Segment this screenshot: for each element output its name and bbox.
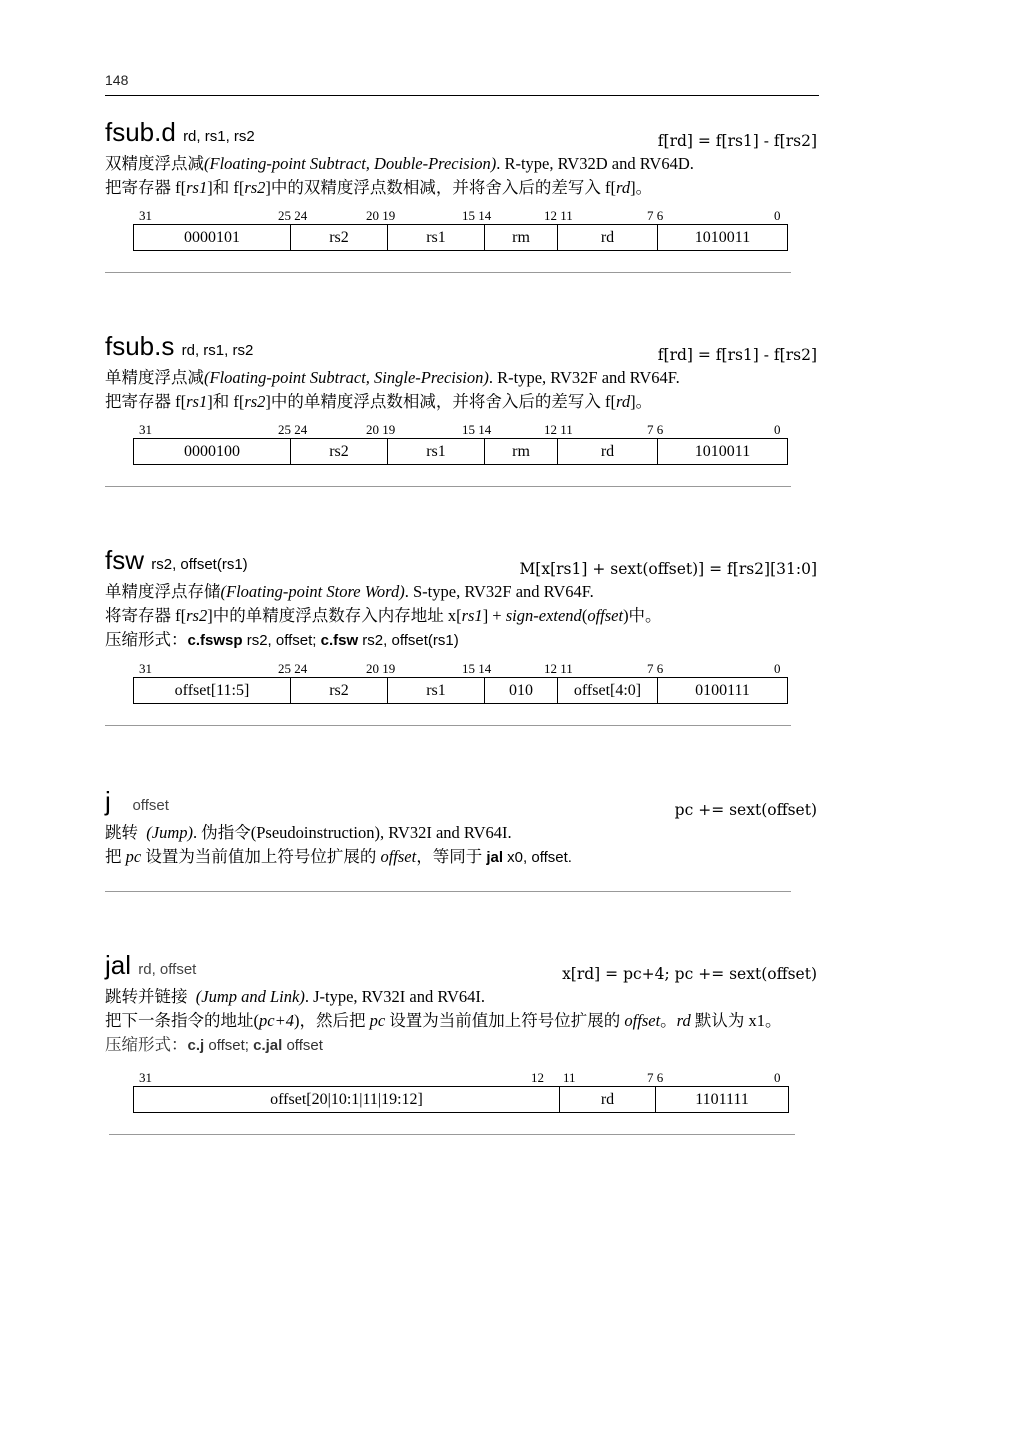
cn-name: 跳转并链接 — [105, 987, 188, 1006]
instruction-heading — [105, 545, 248, 580]
semantics: x[rd] = pc+4; pc += sext(offset) — [562, 965, 817, 983]
en-name: (Floating-point Store Word) — [220, 582, 405, 601]
type-text: . S-type, RV32F and RV64F. — [404, 582, 594, 601]
field-rm: rm — [485, 225, 558, 251]
bit-positions: 31 25 24 20 19 15 14 12 11 7 6 0 — [139, 661, 781, 676]
instruction-heading — [105, 950, 196, 985]
field-opcode: 0100111 — [658, 678, 788, 704]
field-rm: rm — [485, 439, 558, 465]
type-text: . R-type, RV32D and RV64D. — [496, 154, 694, 173]
bit-positions: 31 25 24 20 19 15 14 12 11 7 6 0 — [139, 422, 781, 437]
mnemonic: j — [105, 786, 111, 816]
section-divider — [105, 272, 791, 273]
entry-j — [105, 786, 819, 892]
field-funct7: 0000101 — [134, 225, 291, 251]
en-name: (Floating-point Subtract, Double-Precision) — [204, 154, 497, 173]
compressed-forms: 压缩形式：c.j offset; c.jal offset — [105, 1035, 323, 1054]
field-rs2: rs2 — [291, 225, 388, 251]
section-divider — [105, 891, 791, 892]
operands: rd, rs1, rs2 — [183, 128, 255, 145]
entry-jal — [105, 950, 819, 1135]
field-funct7: 0000100 — [134, 439, 291, 465]
field-funct3: 010 — [485, 678, 558, 704]
cn-name: 单精度浮点存储 — [105, 582, 221, 601]
description: 把寄存器 f[rs1]和 f[rs2]中的双精度浮点数相减，并将舍入后的差写入 f[rd]。 — [105, 178, 653, 197]
title-line — [105, 821, 819, 845]
en-name: (Jump and Link) — [195, 987, 305, 1006]
mnemonic: jal — [105, 950, 132, 980]
field-imm-high: offset[11:5] — [134, 678, 291, 704]
field-opcode: 1010011 — [658, 225, 788, 251]
field-rs1: rs1 — [388, 439, 485, 465]
description: 把下一条指令的地址(pc+4)，然后把 pc 设置为当前值加上符号位扩展的 offset。rd 默认为 x1。 — [105, 1011, 782, 1030]
entry-fsub-s — [105, 331, 819, 487]
mnemonic: fsub.d — [105, 117, 176, 147]
operands: rd, rs1, rs2 — [181, 342, 254, 359]
field-rs1: rs1 — [388, 225, 485, 251]
field-rs2: rs2 — [291, 439, 388, 465]
compressed-forms: 压缩形式：c.fswsp rs2, offset; c.fsw rs2, offset(rs1) — [105, 630, 459, 649]
description: 把 pc 设置为当前值加上符号位扩展的 offset，等同于 jal x0, offset. — [105, 847, 572, 866]
cn-name: 跳转 — [105, 823, 138, 842]
field-rd: rd — [558, 225, 658, 251]
semantics: pc += sext(offset) — [674, 801, 817, 819]
header-rule — [105, 95, 819, 96]
cn-name: 双精度浮点减 — [105, 154, 204, 173]
field-opcode: 1010011 — [658, 439, 788, 465]
mnemonic: fsub.s — [105, 331, 175, 361]
operands: rs2, offset(rs1) — [151, 556, 248, 573]
instruction-heading — [105, 786, 169, 821]
field-imm: offset[20|10:1|11|19:12] — [134, 1087, 560, 1113]
encoding-table — [133, 1086, 789, 1113]
encoding-table — [133, 438, 788, 465]
instruction-heading — [105, 331, 253, 366]
field-imm-low: offset[4:0] — [558, 678, 658, 704]
semantics: f[rd] = f[rs1] - f[rs2] — [657, 132, 817, 150]
en-name: (Floating-point Subtract, Single-Precision) — [204, 368, 489, 387]
title-line — [105, 985, 819, 1009]
entry-fsw — [105, 545, 819, 726]
field-rd: rd — [560, 1087, 656, 1113]
bit-positions: 31 25 24 20 19 15 14 12 11 7 6 0 — [139, 208, 781, 223]
section-divider — [105, 486, 791, 487]
title-line — [105, 580, 819, 604]
field-rs1: rs1 — [388, 678, 485, 704]
title-line — [105, 152, 819, 176]
type-text: . J-type, RV32I and RV64I. — [304, 987, 486, 1006]
semantics: f[rd] = f[rs1] - f[rs2] — [657, 346, 817, 364]
cn-name: 单精度浮点减 — [105, 368, 204, 387]
description: 将寄存器 f[rs2]中的单精度浮点数存入内存地址 x[rs1] + sign-extend(offset)中。 — [105, 606, 662, 625]
field-rs2: rs2 — [291, 678, 388, 704]
field-opcode: 1101111 — [656, 1087, 789, 1113]
type-text: . R-type, RV32F and RV64F. — [488, 368, 680, 387]
encoding-table — [133, 677, 788, 704]
section-divider — [105, 725, 791, 726]
title-line — [105, 366, 819, 390]
semantics: M[x[rs1] + sext(offset)] = f[rs2][31:0] — [519, 560, 817, 578]
encoding-table — [133, 224, 788, 251]
operands: rd, offset — [138, 961, 197, 978]
type-text: . 伪指令(Pseudoinstruction), RV32I and RV64I. — [192, 823, 512, 842]
instruction-heading — [105, 117, 255, 152]
en-name: (Jump) — [146, 823, 193, 842]
entry-fsub-d — [105, 117, 819, 273]
bit-positions: 31 12 11 7 6 0 — [139, 1070, 781, 1085]
mnemonic: fsw — [105, 545, 144, 575]
description: 把寄存器 f[rs1]和 f[rs2]中的单精度浮点数相减，并将舍入后的差写入 f[rd]。 — [105, 392, 653, 411]
section-divider — [109, 1134, 795, 1135]
page-number: 148 — [105, 72, 129, 88]
operands: offset — [132, 797, 169, 814]
field-rd: rd — [558, 439, 658, 465]
